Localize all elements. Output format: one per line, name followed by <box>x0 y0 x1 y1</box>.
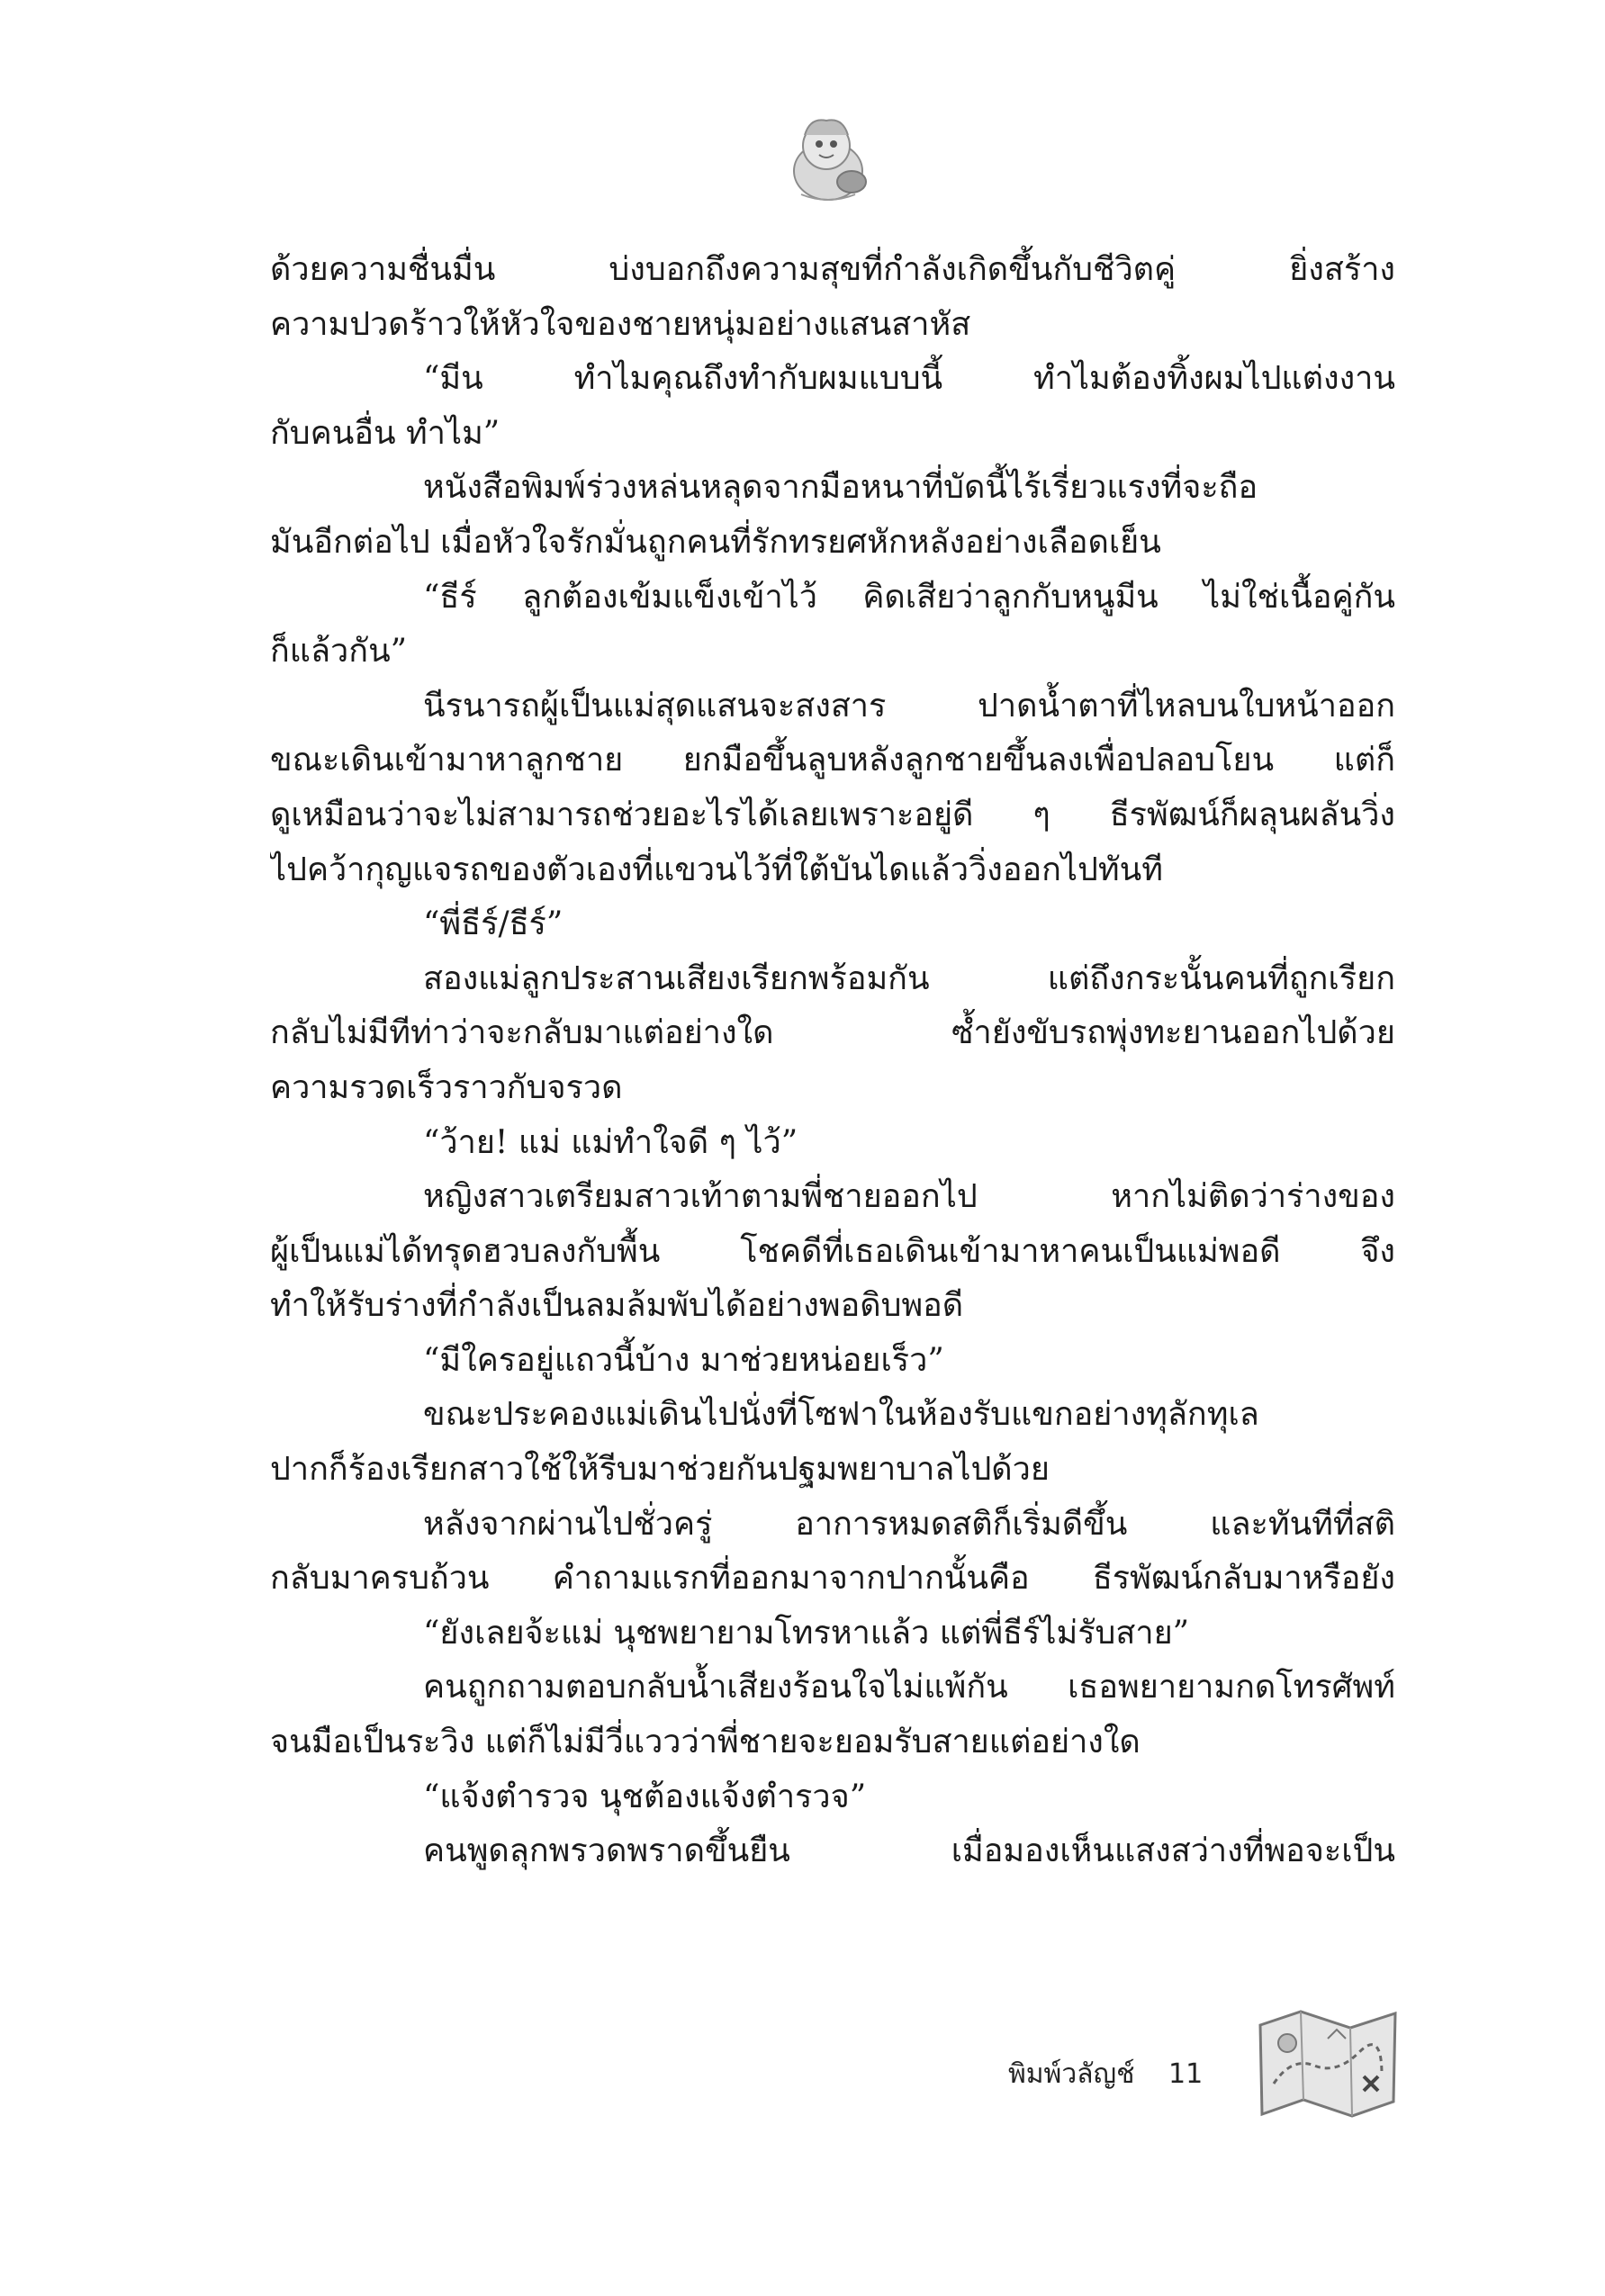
text-line: “พี่ธีร์/ธีร์” <box>423 905 564 943</box>
text-line: ทำให้รับร่างที่กำลังเป็นลมล้มพับได้อย่างพอดิบพอดี <box>270 1287 964 1325</box>
text-line: กลับไม่มีทีท่าว่าจะกลับมาแต่อย่างใด ซ้ำยังขับรถพุ่งทะยานออกไปด้วย <box>270 1014 1395 1052</box>
text-line: “ว้าย! แม่ แม่ทำใจดี ๆ ไว้” <box>423 1123 798 1161</box>
text-line: ไปคว้ากุญแจรถของตัวเองที่แขวนไว้ที่ใต้บันไดแล้ววิ่งออกไปทันที <box>270 851 1163 888</box>
text-line: ปากก็ร้องเรียกสาวใช้ให้รีบมาช่วยกันปฐมพยาบาลไปด้วย <box>270 1451 1050 1489</box>
text-line: “แจ้งตำรวจ นุชต้องแจ้งตำรวจ” <box>423 1778 867 1815</box>
story-text <box>270 243 1395 1879</box>
text-line: ขณะเดินเข้ามาหาลูกชาย ยกมือขึ้นลูบหลังลูกชายขึ้นลงเพื่อปลอบโยน แต่ก็ <box>270 742 1395 779</box>
treasure-map-icon <box>1251 2003 1404 2124</box>
page-footer <box>1008 2052 1203 2097</box>
text-line: หญิงสาวเตรียมสาวเท้าตามพี่ชายออกไป หากไม่ติดว่าร่างของ <box>423 1178 1395 1216</box>
text-line: สองแม่ลูกประสานเสียงเรียกพร้อมกัน แต่ถึงกระนั้นคนที่ถูกเรียก <box>423 959 1395 997</box>
cartoon-mascot-icon <box>774 108 882 207</box>
text-line: ก็แล้วกัน” <box>270 633 408 671</box>
text-line: ด้วยความชื่นมื่น บ่งบอกถึงความสุขที่กำลังเกิดขึ้นกับชีวิตคู่ ยิ่งสร้าง <box>270 251 1395 288</box>
author-name: พิมพ์วลัญช์ <box>1008 2058 1135 2090</box>
text-line: นีรนารถผู้เป็นแม่สุดแสนจะสงสาร ปาดน้ำตาที่ไหลบนใบหน้าออก <box>423 687 1395 725</box>
text-line: ผู้เป็นแม่ได้ทรุดฮวบลงกับพื้น โชคดีที่เธอเดินเข้ามาหาคนเป็นแม่พอดี จึง <box>270 1232 1395 1270</box>
text-line: มันอีกต่อไป เมื่อหัวใจรักมั่นถูกคนที่รักทรยศหักหลังอย่างเลือดเย็น <box>270 523 1161 561</box>
page-number: 11 <box>1168 2058 1204 2090</box>
text-line: ดูเหมือนว่าจะไม่สามารถช่วยอะไรได้เลยเพราะอยู่ดี ๆ ธีรพัฒน์ก็ผลุนผลันวิ่ง <box>270 796 1395 833</box>
text-line: “มีน ทำไมคุณถึงทำกับผมแบบนี้ ทำไมต้องทิ้งผมไปแต่งงาน <box>423 360 1395 398</box>
text-line: ความรวดเร็วราวกับจรวด <box>270 1068 623 1106</box>
text-line: หนังสือพิมพ์ร่วงหล่นหลุดจากมือหนาที่บัดนี้ไร้เรี่ยวแรงที่จะถือ <box>423 469 1258 507</box>
text-line: กับคนอื่น ทำไม” <box>270 414 500 452</box>
text-line: “มีใครอยู่แถวนี้บ้าง มาช่วยหน่อยเร็ว” <box>423 1341 944 1379</box>
text-line: จนมือเป็นระวิง แต่ก็ไม่มีวี่แววว่าพี่ชายจะยอมรับสายแต่อย่างใด <box>270 1724 1141 1761</box>
text-line: คนพูดลุกพรวดพราดขึ้นยืน เมื่อมองเห็นแสงสว่างที่พอจะเป็น <box>423 1832 1395 1870</box>
text-line: “ยังเลยจ้ะแม่ นุชพยายามโทรหาแล้ว แต่พี่ธีร์ไม่รับสาย” <box>423 1614 1190 1652</box>
text-line: กลับมาครบถ้วน คำถามแรกที่ออกมาจากปากนั้นคือ ธีรพัฒน์กลับมาหรือยัง <box>270 1560 1395 1598</box>
text-line: “ธีร์ ลูกต้องเข้มแข็งเข้าไว้ คิดเสียว่าลูกกับหนูมีน ไม่ใช่เนื้อคู่กัน <box>423 578 1395 616</box>
text-line: คนถูกถามตอบกลับน้ำเสียงร้อนใจไม่แพ้กัน เธอพยายามกดโทรศัพท์ <box>423 1669 1395 1706</box>
text-line: ความปวดร้าวให้หัวใจของชายหนุ่มอย่างแสนสาหัส <box>270 305 971 343</box>
text-line: หลังจากผ่านไปชั่วครู่ อาการหมดสติก็เริ่มดีขึ้น และทันทีที่สติ <box>423 1505 1395 1543</box>
text-line: ขณะประคองแม่เดินไปนั่งที่โซฟาในห้องรับแขกอย่างทุลักทุเล <box>423 1396 1259 1434</box>
